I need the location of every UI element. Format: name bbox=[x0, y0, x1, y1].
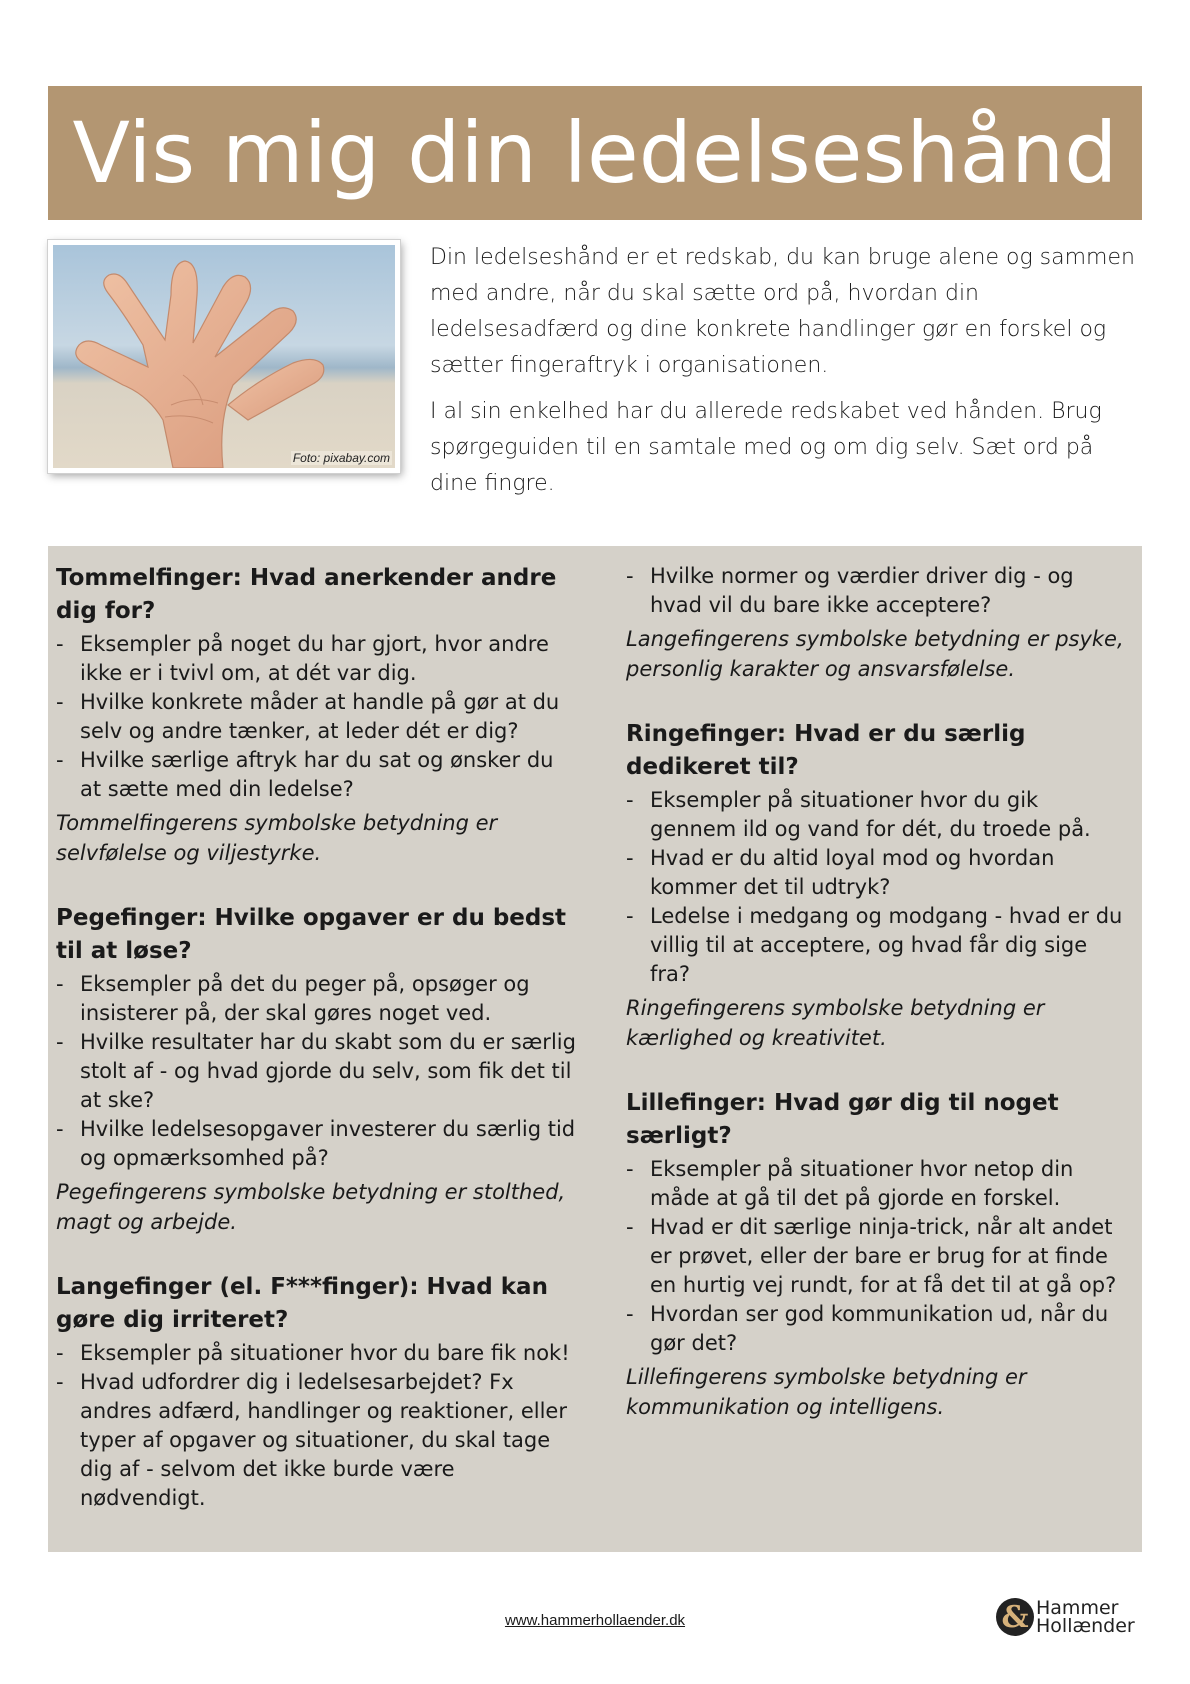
list-item: - Hvordan ser god kommunikation ud, når du gør det? bbox=[626, 1302, 1109, 1355]
company-logo bbox=[996, 1598, 1135, 1636]
list-item: - Hvad udfordrer dig i ledelsesarbejdet? Fx andres adfærd, handlinger og reaktioner, eller typer af opgaver og situationer, du skal tage dig af - selvom det ikke burde være nødvendigt. bbox=[56, 1370, 567, 1510]
question-list bbox=[56, 1339, 576, 1513]
list-item-text: Ledelse i medgang og modgang - hvad er du villig til at acceptere, og hvad får dig sige fra? bbox=[650, 904, 1123, 986]
question-list bbox=[56, 630, 576, 804]
list-item-text: Eksempler på det du peger på, opsøger og insisterer på, der skal gøres noget ved. bbox=[80, 972, 530, 1025]
symbolic-meaning: Lillefingerens symbolske betydning er kommunikation og intelligens. bbox=[626, 1365, 1027, 1419]
list-item-text: Hvilke ledelsesopgaver investerer du særlig tid og opmærksomhed på? bbox=[80, 1117, 576, 1170]
logo-text bbox=[1036, 1599, 1135, 1635]
intro-paragraph-2: I al sin enkelhed har du allerede redskabet ved hånden. Brug spørgeguiden til en samtale med og om dig selv. Sæt ord på dine fingre. bbox=[430, 399, 1102, 496]
logo-line-2: Hollænder bbox=[1036, 1615, 1135, 1637]
section-pegefinger bbox=[56, 902, 576, 1237]
question-panel bbox=[48, 546, 1142, 1552]
list-item-text: Hvad er du altid loyal mod og hvordan kommer det til udtryk? bbox=[650, 846, 1055, 899]
list-item-text: Hvilke særlige aftryk har du sat og ønsker du at sætte med din ledelse? bbox=[80, 748, 554, 801]
section-heading: Tommelfinger: Hvad anerkender andre dig for? bbox=[56, 565, 557, 624]
right-column bbox=[626, 562, 1126, 1456]
list-item-text: Eksempler på situationer hvor du gik gennem ild og vand for dét, du troede på. bbox=[650, 788, 1091, 841]
left-column bbox=[56, 562, 576, 1547]
list-item: - Eksempler på situationer hvor du bare fik nok! bbox=[56, 1341, 570, 1365]
list-item: - Hvilke ledelsesopgaver investerer du særlig tid og opmærksomhed på? bbox=[56, 1117, 576, 1170]
question-list bbox=[56, 970, 576, 1173]
list-item: - Hvilke normer og værdier driver dig - og hvad vil du bare ikke acceptere? bbox=[626, 564, 1074, 617]
question-list bbox=[626, 562, 1126, 620]
section-heading: Langefinger (el. F***finger): Hvad kan gøre dig irriteret? bbox=[56, 1274, 548, 1333]
list-item-text: Hvordan ser god kommunikation ud, når du gør det? bbox=[650, 1302, 1109, 1355]
list-item-text: Hvilke konkrete måder at handle på gør at du selv og andre tænker, at leder dét er dig? bbox=[80, 690, 560, 743]
list-item-text: Hvad er dit særlige ninja-trick, når alt andet er prøvet, eller der bare er brug for at finde en hurtig vej rundt, for at få det til at gå op? bbox=[650, 1215, 1117, 1297]
section-heading: Ringefinger: Hvad er du særlig dedikeret til? bbox=[626, 721, 1026, 780]
photo-credit: Foto: pixabay.com bbox=[292, 451, 390, 465]
list-item: - Hvilke konkrete måder at handle på gør at du selv og andre tænker, at leder dét er dig? bbox=[56, 690, 560, 743]
list-item: - Eksempler på det du peger på, opsøger og insisterer på, der skal gøres noget ved. bbox=[56, 972, 530, 1025]
hand-photo bbox=[48, 240, 400, 473]
section-heading: Lillefinger: Hvad gør dig til noget særligt? bbox=[626, 1090, 1059, 1149]
list-item: - Hvad er dit særlige ninja-trick, når alt andet er prøvet, eller der bare er brug for at finde en hurtig vej rundt, for at få det til at gå op? bbox=[626, 1215, 1117, 1297]
hand-photo-image bbox=[53, 245, 395, 468]
question-list bbox=[626, 786, 1126, 989]
ampersand-logo-icon: & bbox=[996, 1598, 1034, 1636]
intro-paragraph-1: Din ledelseshånd er et redskab, du kan bruge alene og sammen med andre, når du skal sætte ord på, hvordan din ledelsesadfærd og dine konkrete handlinger gør en forskel og sætter fingeraftryk i organisationen. bbox=[430, 245, 1135, 378]
list-item-text: Hvad udfordrer dig i ledelsesarbejdet? Fx andres adfærd, handlinger og reaktioner, eller typer af opgaver og situationer, du skal tage dig af - selvom det ikke burde være nødvendigt. bbox=[80, 1370, 567, 1510]
symbolic-meaning: Pegefingerens symbolske betydning er stolthed, magt og arbejde. bbox=[56, 1180, 566, 1234]
title-banner bbox=[48, 86, 1142, 220]
list-item: - Hvilke resultater har du skabt som du er særlig stolt af - og hvad gjorde du selv, som fik det til at ske? bbox=[56, 1030, 576, 1112]
page-title: Vis mig din ledelseshånd bbox=[72, 104, 1118, 202]
list-item: - Hvad er du altid loyal mod og hvordan kommer det til udtryk? bbox=[626, 846, 1055, 899]
section-heading: Pegefinger: Hvilke opgaver er du bedst til at løse? bbox=[56, 905, 567, 964]
symbolic-meaning: Langefingerens symbolske betydning er psyke, personlig karakter og ansvarsfølelse. bbox=[626, 627, 1124, 681]
website-link[interactable]: www.hammerhollaender.dk bbox=[504, 1612, 686, 1629]
list-item: - Eksempler på situationer hvor netop din måde at gå til det på gjorde en forskel. bbox=[626, 1157, 1074, 1210]
symbolic-meaning: Tommelfingerens symbolske betydning er selvfølelse og viljestyrke. bbox=[56, 811, 498, 865]
list-item-text: Eksempler på situationer hvor du bare fik nok! bbox=[80, 1341, 570, 1365]
section-langefinger bbox=[56, 1271, 576, 1513]
list-item: - Eksempler på noget du har gjort, hvor andre ikke er i tvivl om, at dét var dig. bbox=[56, 632, 549, 685]
section-langefinger-continued bbox=[626, 562, 1126, 684]
list-item: - Hvilke særlige aftryk har du sat og ønsker du at sætte med din ledelse? bbox=[56, 748, 554, 801]
list-item: - Eksempler på situationer hvor du gik gennem ild og vand for dét, du troede på. bbox=[626, 788, 1091, 841]
list-item-text: Hvilke normer og værdier driver dig - og hvad vil du bare ikke acceptere? bbox=[650, 564, 1074, 617]
list-item: - Ledelse i medgang og modgang - hvad er du villig til at acceptere, og hvad får dig sige fra? bbox=[626, 904, 1123, 986]
section-lillefinger bbox=[626, 1087, 1126, 1422]
question-list bbox=[626, 1155, 1126, 1358]
section-ringefinger bbox=[626, 718, 1126, 1053]
list-item-text: Eksempler på noget du har gjort, hvor andre ikke er i tvivl om, at dét var dig. bbox=[80, 632, 549, 685]
logo-line-1: Hammer bbox=[1036, 1597, 1119, 1619]
symbolic-meaning: Ringefingerens symbolske betydning er kærlighed og kreativitet. bbox=[626, 996, 1045, 1050]
section-tommelfinger bbox=[56, 562, 576, 868]
list-item-text: Eksempler på situationer hvor netop din måde at gå til det på gjorde en forskel. bbox=[650, 1157, 1074, 1210]
list-item-text: Hvilke resultater har du skabt som du er særlig stolt af - og hvad gjorde du selv, som fik det til at ske? bbox=[80, 1030, 576, 1112]
intro-text bbox=[430, 240, 1142, 512]
